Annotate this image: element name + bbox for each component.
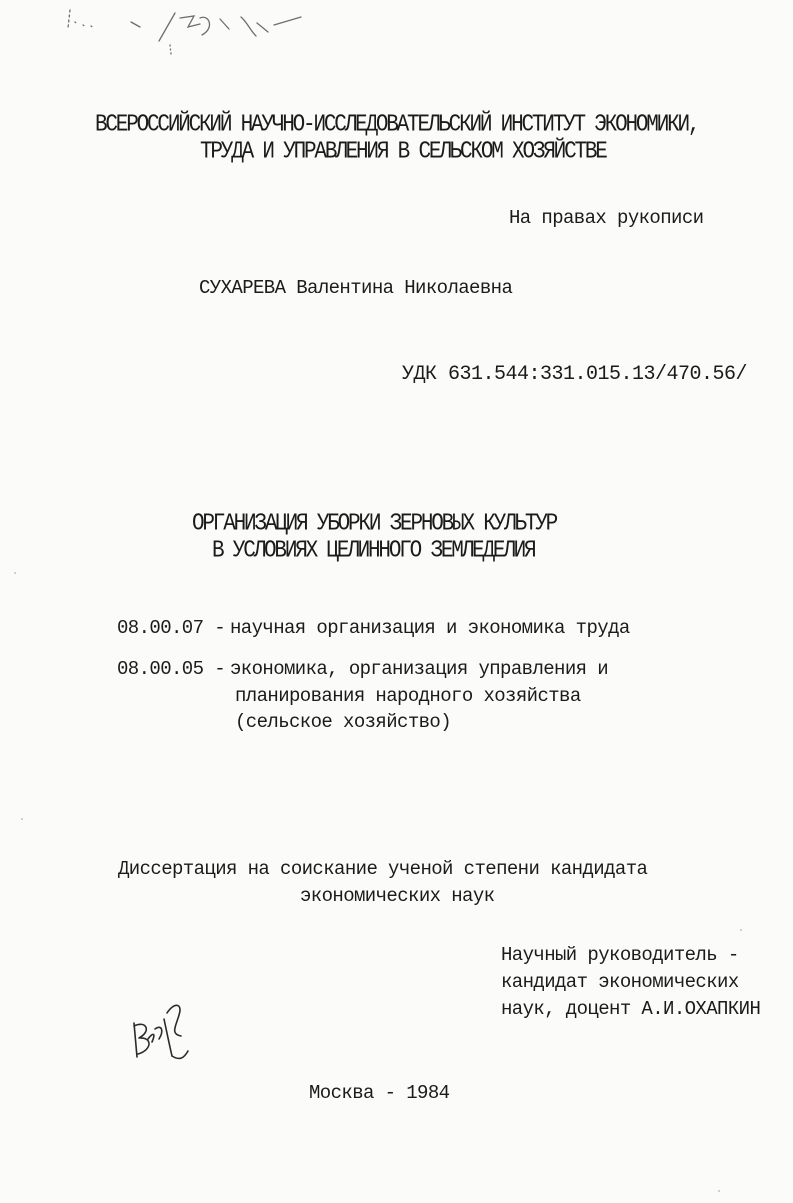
supervisor-line-1: Научный руководитель - xyxy=(501,944,739,966)
dissertation-type-line-1: Диссертация на соискание ученой степени кандидата xyxy=(118,858,648,880)
institution-name-line-1: ВСЕРОССИЙСКИЙ НАУЧНО-ИССЛЕДОВАТЕЛЬСКИЙ ИНСТИТУТ ЭКОНОМИКИ, xyxy=(95,111,699,139)
archive-stamp-marks xyxy=(52,4,307,62)
specialty-text-2-line-1: экономика, организация управления и xyxy=(230,658,609,680)
city-year: Москва - 1984 xyxy=(309,1082,450,1104)
specialty-text-1: научная организация и экономика труда xyxy=(230,617,630,639)
supervisor-line-3: наук, доцент А.И.ОХАПКИН xyxy=(501,998,761,1020)
specialty-code-2: 08.00.05 - xyxy=(117,658,226,680)
scan-speck xyxy=(718,1190,720,1192)
rights-notice: На правах рукописи xyxy=(509,207,704,229)
supervisor-line-2: кандидат экономических xyxy=(501,971,739,993)
specialty-code-1: 08.00.07 - xyxy=(117,617,226,639)
institution-name-line-2: ТРУДА И УПРАВЛЕНИЯ В СЕЛЬСКОМ ХОЗЯЙСТВЕ xyxy=(200,138,606,166)
dissertation-title-line-2: В УСЛОВИЯХ ЦЕЛИННОГО ЗЕМЛЕДЕЛИЯ xyxy=(212,537,535,565)
specialty-text-2-line-3: (сельское хозяйство) xyxy=(235,711,452,733)
dissertation-type-line-2: экономических наук xyxy=(300,885,495,907)
scan-speck xyxy=(14,572,16,574)
scan-speck xyxy=(740,929,742,931)
specialty-text-2-line-2: планирования народного хозяйства xyxy=(235,685,581,707)
udk-code: УДК 631.544:331.015.13/470.56/ xyxy=(402,363,748,386)
handwritten-signature xyxy=(122,995,196,1073)
scan-speck xyxy=(21,818,23,820)
dissertation-title-line-1: ОРГАНИЗАЦИЯ УБОРКИ ЗЕРНОВЫХ КУЛЬТУР xyxy=(192,510,557,538)
author-name: СУХАРЕВА Валентина Николаевна xyxy=(199,277,513,299)
